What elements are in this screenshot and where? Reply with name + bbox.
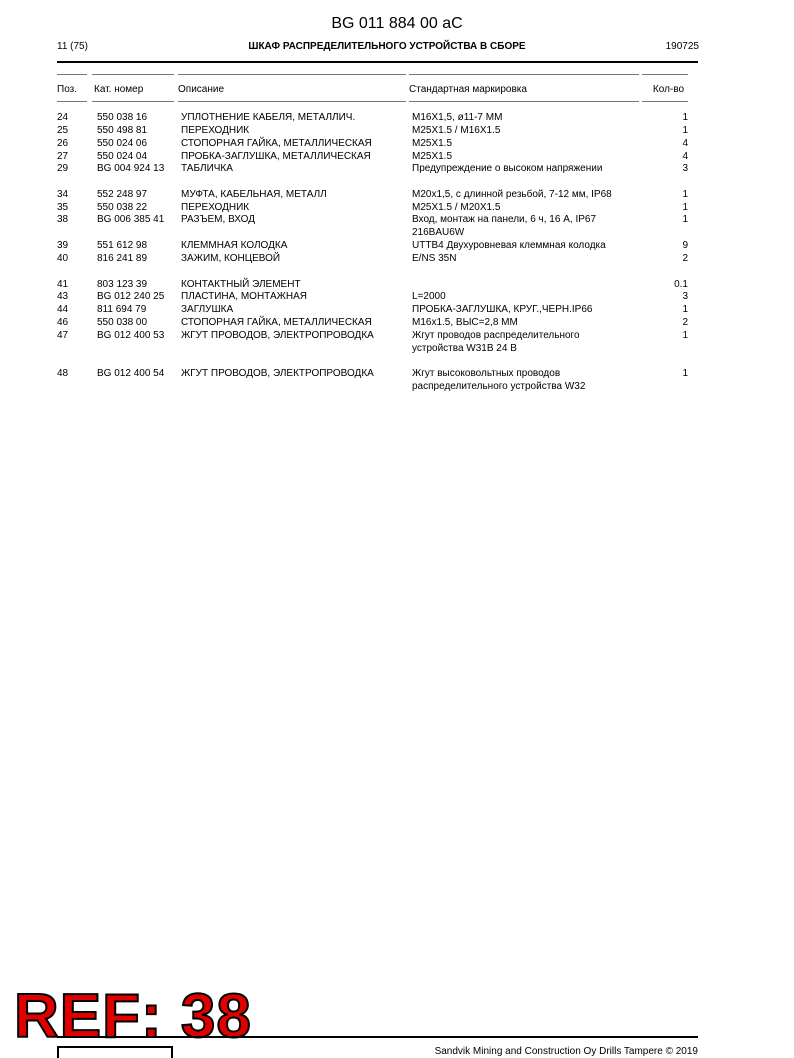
row-qty: 1 (682, 112, 688, 123)
footer-copyright: Sandvik Mining and Construction Oy Drills Tampere © 2019 (434, 1046, 698, 1057)
row-std: M16X1,5, ø11-7 ММ (412, 112, 503, 123)
row-pos: 38 (57, 214, 69, 225)
table-header-rule (409, 74, 639, 75)
row-cat: 550 024 04 (97, 151, 148, 162)
row-qty: 1 (682, 304, 688, 315)
ref-stamp: REF: 38 (14, 982, 252, 1051)
row-cat: BG 004 924 13 (97, 163, 165, 174)
row-std: M25X1.5 / M16X1.5 (412, 125, 501, 136)
document-date: 190725 (665, 41, 699, 52)
row-cat: 551 612 98 (97, 240, 148, 251)
row-pos: 25 (57, 125, 69, 136)
row-pos: 44 (57, 304, 69, 315)
row-cat: 811 694 79 (97, 304, 147, 315)
table-header-rule (92, 101, 174, 102)
row-pos: 46 (57, 317, 69, 328)
row-std-line2: распределительного устройства W32 (412, 381, 586, 392)
row-std-line2: 216BAU6W (412, 227, 465, 238)
row-desc: ЖГУТ ПРОВОДОВ, ЭЛЕКТРОПРОВОДКА (181, 368, 374, 379)
table-header-rule (642, 101, 688, 102)
table-header-rule (57, 74, 87, 75)
row-std: M16x1.5, ВЫС=2,8 ММ (412, 317, 518, 328)
row-pos: 29 (57, 163, 69, 174)
row-std: Предупреждение о высоком напряжении (412, 163, 603, 174)
table-header-rule (92, 74, 174, 75)
row-pos: 40 (57, 253, 69, 264)
row-desc: ПРОБКА-ЗАГЛУШКА, МЕТАЛЛИЧЕСКАЯ (181, 151, 371, 162)
row-cat: 550 038 00 (97, 317, 148, 328)
row-qty: 3 (682, 291, 688, 302)
row-desc: ТАБЛИЧКА (181, 163, 233, 174)
row-qty: 4 (682, 138, 688, 149)
footer-logo (57, 1046, 173, 1058)
row-std-line2: устройства W31B 24 В (412, 343, 517, 354)
page-title: ШКАФ РАСПРЕДЕЛИТЕЛЬНОГО УСТРОЙСТВА В СБОРЕ (248, 41, 526, 52)
header-rule (57, 61, 698, 63)
row-qty: 1 (682, 125, 688, 136)
row-desc: ПЕРЕХОДНИК (181, 125, 250, 136)
row-std: L=2000 (412, 291, 446, 302)
row-qty: 2 (682, 317, 688, 328)
row-pos: 26 (57, 138, 69, 149)
row-qty: 1 (682, 368, 688, 379)
row-std: Жгут высоковольтных проводов (412, 368, 561, 379)
row-std: UTTB4 Двухуровневая клеммная колодка (412, 240, 606, 251)
row-cat: BG 006 385 41 (97, 214, 165, 225)
row-desc: ЗАГЛУШКА (181, 304, 234, 315)
row-qty: 0.1 (674, 279, 688, 290)
table-header-rule (178, 74, 406, 75)
row-qty: 1 (682, 330, 688, 341)
row-cat: 550 498 81 (97, 125, 148, 136)
row-pos: 27 (57, 151, 69, 162)
row-std: Вход, монтаж на панели, 6 ч, 16 А, IP67 (412, 214, 597, 225)
row-std: M25X1.5 / M20X1.5 (412, 202, 501, 213)
row-pos: 24 (57, 112, 69, 123)
column-header-std: Стандартная маркировка (409, 84, 527, 95)
row-qty: 1 (682, 189, 688, 200)
row-qty: 1 (682, 202, 688, 213)
page-number: 11 (75) (57, 41, 88, 52)
row-cat: 803 123 39 (97, 279, 148, 290)
row-std: M25X1.5 (412, 138, 453, 149)
row-desc: КЛЕММНАЯ КОЛОДКА (181, 240, 288, 251)
row-qty: 1 (682, 214, 688, 225)
row-cat: 550 038 22 (97, 202, 148, 213)
table-header-rule (178, 101, 406, 102)
row-cat: 816 241 89 (97, 253, 148, 264)
table-header-rule (642, 74, 688, 75)
column-header-cat: Кат. номер (94, 84, 144, 95)
row-pos: 47 (57, 330, 69, 341)
row-std: ПРОБКА-ЗАГЛУШКА, КРУГ.,ЧЕРН.IP66 (412, 304, 593, 315)
row-std: M25X1.5 (412, 151, 453, 162)
row-pos: 41 (57, 279, 69, 290)
row-desc: ПЕРЕХОДНИК (181, 202, 250, 213)
row-pos: 35 (57, 202, 69, 213)
row-std: Жгут проводов распределительного (412, 330, 580, 341)
row-cat: 552 248 97 (97, 189, 148, 200)
row-desc: КОНТАКТНЫЙ ЭЛЕМЕНТ (181, 279, 301, 290)
row-desc: ПЛАСТИНА, МОНТАЖНАЯ (181, 291, 307, 302)
row-pos: 34 (57, 189, 69, 200)
row-pos: 43 (57, 291, 69, 302)
row-qty: 2 (682, 253, 688, 264)
row-cat: 550 038 16 (97, 112, 148, 123)
column-header-pos: Поз. (57, 84, 77, 95)
row-cat: BG 012 240 25 (97, 291, 165, 302)
row-desc: СТОПОРНАЯ ГАЙКА, МЕТАЛЛИЧЕСКАЯ (181, 317, 372, 328)
row-qty: 4 (682, 151, 688, 162)
row-cat: BG 012 400 54 (97, 368, 165, 379)
row-desc: РАЗЪЕМ, ВХОД (181, 214, 255, 225)
footer-rule (57, 1036, 698, 1038)
row-desc: ЖГУТ ПРОВОДОВ, ЭЛЕКТРОПРОВОДКА (181, 330, 374, 341)
row-std: M20x1,5, с длинной резьбой, 7-12 мм, IP68 (412, 189, 612, 200)
row-qty: 9 (682, 240, 688, 251)
row-desc: УПЛОТНЕНИЕ КАБЕЛЯ, МЕТАЛЛИЧ. (181, 112, 356, 123)
row-cat: BG 012 400 53 (97, 330, 165, 341)
column-header-qty: Кол-во (652, 84, 684, 95)
row-pos: 39 (57, 240, 69, 251)
row-pos: 48 (57, 368, 69, 379)
row-cat: 550 024 06 (97, 138, 148, 149)
row-std: E/NS 35N (412, 253, 457, 264)
row-desc: СТОПОРНАЯ ГАЙКА, МЕТАЛЛИЧЕСКАЯ (181, 138, 372, 149)
row-desc: ЗАЖИМ, КОНЦЕВОЙ (181, 253, 281, 264)
table-header-rule (57, 101, 87, 102)
column-header-desc: Описание (178, 84, 225, 95)
row-desc: МУФТА, КАБЕЛЬНАЯ, МЕТАЛЛ (181, 189, 327, 200)
row-qty: 3 (682, 163, 688, 174)
document-id: BG 011 884 00 aC (331, 15, 463, 32)
table-header-rule (409, 101, 639, 102)
